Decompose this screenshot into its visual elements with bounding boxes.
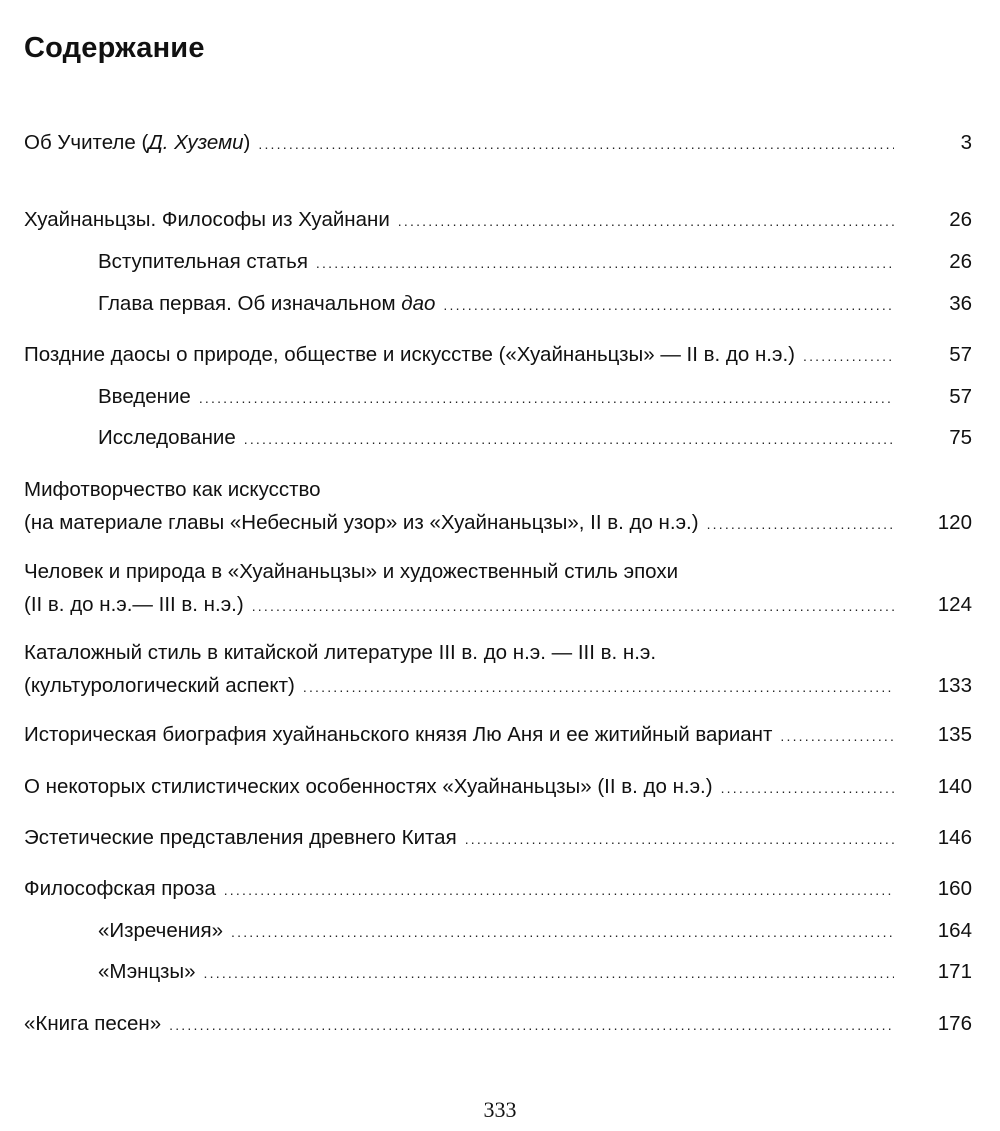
leader-dots	[721, 776, 894, 800]
toc-entry-title-line1: Каталожный стиль в китайской литературе III в. до н.э. — III в. н.э.	[24, 641, 657, 664]
toc-entry-title: Поздние даосы о природе, обществе и искусстве («Хуайнаньцзы» — II в. до н.э.)	[24, 343, 795, 366]
toc-entry-title: «Мэнцзы»	[98, 960, 196, 983]
page-heading: Содержание	[24, 32, 205, 64]
toc-entry	[24, 478, 972, 536]
leader-dots	[316, 251, 894, 275]
toc-entry-page: 26	[949, 250, 972, 273]
toc-entry	[24, 560, 972, 618]
toc-entry-title: Историческая биография хуайнаньского князя Лю Аня и ее житийный вариант	[24, 723, 773, 746]
toc-subentry	[98, 426, 972, 451]
toc-subentry	[98, 250, 972, 275]
toc-entry	[24, 641, 972, 699]
toc-entry	[24, 723, 972, 748]
leader-dots	[398, 209, 894, 233]
toc-entry	[24, 826, 972, 851]
toc-entry-page: 75	[949, 426, 972, 449]
toc-entry-page: 171	[937, 960, 972, 983]
leader-dots	[443, 293, 894, 317]
toc-entry-page: 57	[949, 343, 972, 366]
toc-entry-page: 140	[937, 775, 972, 798]
toc-entry-page: 164	[937, 919, 972, 942]
leader-dots	[224, 878, 894, 902]
toc-subentry	[98, 960, 972, 985]
toc-entry-title: Эстетические представления древнего Китая	[24, 826, 457, 849]
leader-dots	[199, 386, 894, 410]
toc-entry	[24, 775, 972, 800]
leader-dots	[707, 512, 894, 536]
leader-dots	[258, 132, 894, 156]
toc-subentry	[98, 292, 972, 317]
toc-entry-page: 57	[949, 385, 972, 408]
toc-subentry	[98, 919, 972, 944]
toc-entry-page: 3	[960, 131, 972, 154]
toc-entry-title: Хуайнаньцзы. Философы из Хуайнани	[24, 208, 390, 231]
toc-entry-page: 124	[937, 593, 972, 616]
toc-entry	[24, 1012, 972, 1037]
toc-entry	[24, 877, 972, 902]
toc-entry-page: 135	[937, 723, 972, 746]
toc-entry-title: Исследование	[98, 426, 236, 449]
toc-entry-page: 36	[949, 292, 972, 315]
leader-dots	[231, 920, 894, 944]
toc-entry-page: 176	[937, 1012, 972, 1035]
leader-dots	[303, 675, 894, 699]
toc-entry-title-line2: (II в. до н.э.— III в. н.э.)	[24, 593, 244, 616]
toc-entry-italic: дао	[401, 292, 436, 315]
toc-entry-title: Философская проза	[24, 877, 216, 900]
page-number: 333	[483, 1097, 517, 1122]
leader-dots	[803, 344, 894, 368]
toc-entry-page: 26	[949, 208, 972, 231]
toc-entry-author: Д. Хуземи	[148, 131, 244, 154]
toc-entry-title-line1: Мифотворчество как искусство	[24, 478, 321, 501]
toc-entry-title-line2: (на материале главы «Небесный узор» из «Хуайнаньцзы», II в. до н.э.)	[24, 511, 699, 534]
toc-entry-page: 146	[937, 826, 972, 849]
leader-dots	[204, 961, 894, 985]
toc-entry-title: «Изречения»	[98, 919, 224, 942]
toc-entry-title-line2: (культурологический аспект)	[24, 674, 295, 697]
leader-dots	[252, 594, 894, 618]
toc-entry-title: Об Учителе (Д. Хуземи)	[24, 131, 251, 154]
leader-dots	[780, 724, 894, 748]
toc-subentry	[98, 385, 972, 410]
toc-entry-title: «Книга песен»	[24, 1012, 162, 1035]
toc-entry-page: 160	[937, 877, 972, 900]
toc-entry	[24, 208, 972, 233]
toc-entry	[24, 131, 972, 156]
table-of-contents	[24, 0, 972, 1131]
toc-entry-title: Введение	[98, 385, 191, 408]
toc-entry-page: 120	[937, 511, 972, 534]
toc-entry-title: Вступительная статья	[98, 250, 308, 273]
leader-dots	[465, 827, 894, 851]
toc-entry-title: Глава первая. Об изначальном дао	[98, 292, 436, 315]
leader-dots	[244, 427, 894, 451]
toc-entry-title: О некоторых стилистических особенностях «Хуайнаньцзы» (II в. до н.э.)	[24, 775, 713, 798]
leader-dots	[169, 1013, 894, 1037]
toc-entry-title-line1: Человек и природа в «Хуайнаньцзы» и художественный стиль эпохи	[24, 560, 679, 583]
toc-entry-page: 133	[937, 674, 972, 697]
toc-entry	[24, 343, 972, 368]
